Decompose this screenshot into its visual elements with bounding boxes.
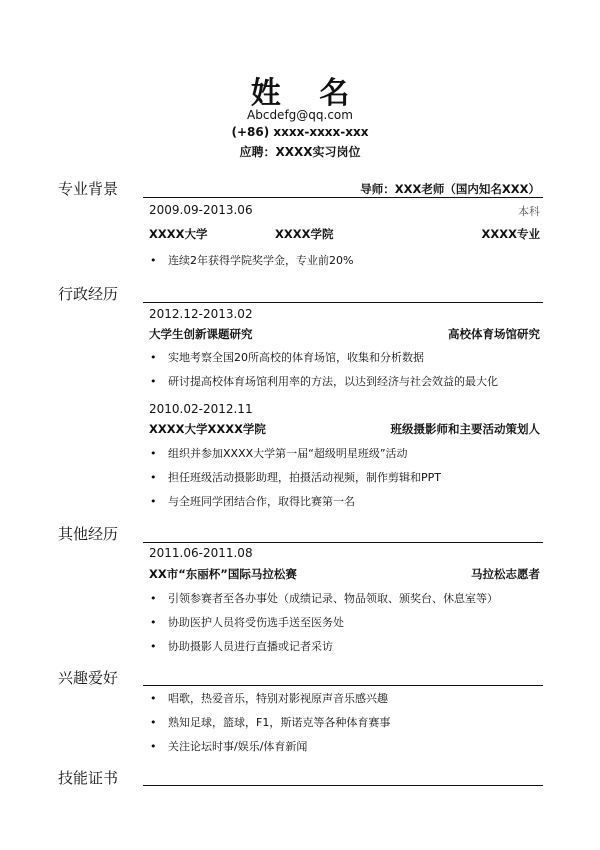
phone: (+86) xxxx-xxxx-xxx xyxy=(231,125,369,139)
list-item: • 引领参赛者至各办事处（成绩记录、物品领取、颁奖台、休息室等） xyxy=(150,592,498,605)
entry-date: 2010.02-2012.11 xyxy=(149,402,253,416)
list-item: • 连续2年获得学院奖学金，专业前20% xyxy=(150,254,354,267)
section-title-other: 其他经历 xyxy=(58,525,119,543)
section-title-education: 专业背景 xyxy=(58,180,119,198)
section-divider xyxy=(143,542,543,543)
entry-org: XXXX大学XXXX学院 xyxy=(149,422,266,436)
section-title-admin: 行政经历 xyxy=(58,285,119,303)
entry-org: 大学生创新课题研究 xyxy=(149,327,253,341)
section-divider xyxy=(143,685,543,686)
entry-date: 2011.06-2011.08 xyxy=(149,546,253,560)
entry-role: 马拉松志愿者 xyxy=(471,567,540,581)
major: XXXX专业 xyxy=(481,227,540,241)
list-item: • 实地考察全国20所高校的体育场馆，收集和分析数据 xyxy=(150,351,424,364)
list-item: • 研讨提高校体育场馆利用率的方法，以达到经济与社会效益的最大化 xyxy=(150,375,498,388)
list-item: • 担任班级活动摄影助理，拍摄活动视频，制作剪辑和PPT xyxy=(150,471,441,484)
entry-date: 2009.09-2013.06 xyxy=(149,203,253,217)
college: XXXX学院 xyxy=(275,227,334,241)
entry-date: 2012.12-2013.02 xyxy=(149,307,253,321)
entry-role: 班级摄影师和主要活动策划人 xyxy=(390,422,540,436)
list-item: • 关注论坛时事/娱乐/体育新闻 xyxy=(150,740,308,753)
section-divider xyxy=(143,302,543,303)
section-title-skills: 技能证书 xyxy=(58,769,119,787)
entry-org: XX市“东丽杯”国际马拉松赛 xyxy=(149,567,297,581)
section-title-hobbies: 兴趣爱好 xyxy=(58,669,119,687)
list-item: • 熟知足球，篮球，F1，斯诺克等各种体育赛事 xyxy=(150,716,391,729)
list-item: • 唱歌，热爱音乐，特别对影视原声音乐感兴趣 xyxy=(150,692,388,705)
applied-position: 应聘：XXXX实习岗位 xyxy=(239,145,361,159)
section-divider xyxy=(143,197,543,198)
list-item: • 协助摄影人员进行直播或记者采访 xyxy=(150,640,333,653)
list-item: • 组织并参加XXXX大学第一届“超级明星班级”活动 xyxy=(150,447,408,460)
degree: 本科 xyxy=(518,205,540,218)
advisor: 导师：XXX老师（国内知名XXX） xyxy=(360,182,540,196)
entry-role: 高校体育场馆研究 xyxy=(448,327,540,341)
list-item: • 协助医护人员将受伤选手送至医务处 xyxy=(150,616,344,629)
university: XXXX大学 xyxy=(149,227,208,241)
section-divider xyxy=(143,785,543,786)
resume-name: 姓 名 xyxy=(250,76,364,111)
email: Abcdefg@qq.com xyxy=(247,108,353,122)
list-item: • 与全班同学团结合作，取得比赛第一名 xyxy=(150,495,355,508)
